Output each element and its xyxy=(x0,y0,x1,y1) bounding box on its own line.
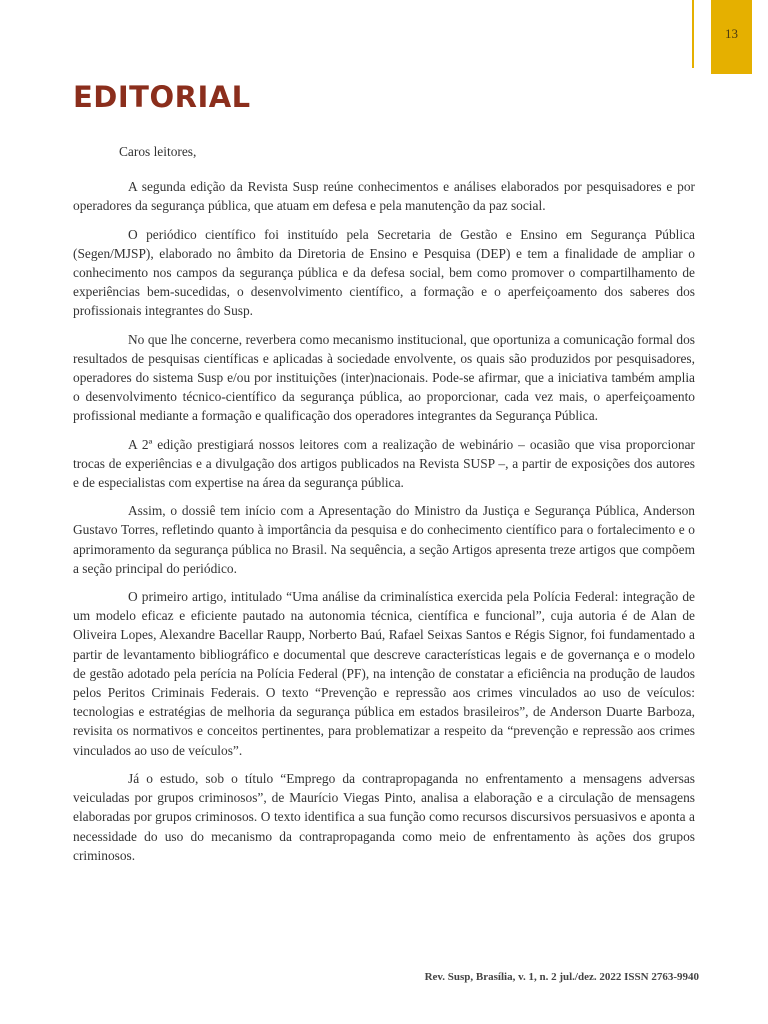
journal-citation-footer: Rev. Susp, Brasília, v. 1, n. 2 jul./dez. 2022 ISSN 2763-9940 xyxy=(424,971,699,983)
paragraph-4: A 2ª edição prestigiará nossos leitores com a realização de webinário – ocasião que visa proporcionar trocas de experiências e a divulgação dos artigos publicados na Revista SUSP –, a partir de exposições dos autores e de especialistas com expertise na área da segurança pública. xyxy=(73,436,695,491)
article-body xyxy=(73,142,695,874)
salutation: Caros leitores, xyxy=(119,144,197,159)
page-number: 13 xyxy=(725,26,738,41)
header-accent-rule xyxy=(692,0,694,68)
paragraph-2: O periódico científico foi instituído pela Secretaria de Gestão e Ensino em Segurança Pública (Segen/MJSP), elaborado no âmbito da Diretoria de Ensino e Pesquisa (DEP) e tem a finalidade de ampliar o conhecimento nos campos da segurança pública e da defesa social, bem como promover o compartilhamento de experiências bem-sucedidas, o desenvolvimento científico, a formação e o aperfeiçoamento dos saberes dos profissionais integrantes do Susp. xyxy=(73,226,695,319)
page-title: EDITORIAL xyxy=(73,80,251,114)
paragraph-6: O primeiro artigo, intitulado “Uma análise da criminalística exercida pela Polícia Federal: integração de um modelo eficaz e eficiente pautado na autonomia técnica, científica e funcional”, cuja autoria é de Alan de Oliveira Lopes, Alexandre Bacellar Raupp, Norberto Baú, Rafael Seixas Santos e Régis Signor, foi fundamentado a partir de levantamento bibliográfico e documental que descreve características legais e de governança e o modelo de gestão adotado pela perícia na Polícia Federal (PF), na intenção de constatar a eficiência na produção de laudos pelos Peritos Criminais Federais. O texto “Prevenção e repressão aos crimes vinculados ao uso de veículos: tecnologias e estratégias de melhoria da segurança pública em estados brasileiros”, de Anderson Duarte Barboza, revisita os normativos e conceitos pertinentes, para problematizar a respeito da “prevenção e repressão aos crimes vinculados ao uso de veículos”. xyxy=(73,589,695,758)
paragraph-3: No que lhe concerne, reverbera como mecanismo institucional, que oportuniza a comunicação formal dos resultados de pesquisas científicas e aplicadas à sociedade envolvente, os quais são produzidos por pesquisadores, operadores do sistema Susp e/ou por instituições (inter)nacionais. Pode-se afirmar, que a iniciativa também amplia o desenvolvimento técnico-científico da segurança pública, ao proporcionar, cada vez mais, o aperfeiçoamento profissional mediante a formação e qualificação dos operadores integrantes da Segurança Pública. xyxy=(73,331,695,424)
paragraph-7: Já o estudo, sob o título “Emprego da contrapropaganda no enfrentamento a mensagens adversas veiculadas por grupos criminosos”, de Maurício Viegas Pinto, analisa a elaboração e a circulação de mensagens elaboradas por grupos criminosos. O texto identifica a sua função como recursos discursivos persuasivos e aponta a necessidade do uso do mecanismo da contrapropaganda como meio de enfrentamento às ações dos grupos criminosos. xyxy=(73,770,695,863)
paragraph-5: Assim, o dossiê tem início com a Apresentação do Ministro da Justiça e Segurança Pública, Anderson Gustavo Torres, refletindo quanto à importância da pesquisa e do conhecimento científico para o fortalecimento e o aprimoramento da segurança pública no Brasil. Na sequência, a seção Artigos apresenta treze artigos que compõem a seção principal do periódico. xyxy=(73,503,695,576)
page-number-tab xyxy=(711,0,752,74)
paragraph-1: A segunda edição da Revista Susp reúne conhecimentos e análises elaborados por pesquisadores e por operadores da segurança pública, que atuam em defesa e pela manutenção da paz social. xyxy=(73,179,695,214)
